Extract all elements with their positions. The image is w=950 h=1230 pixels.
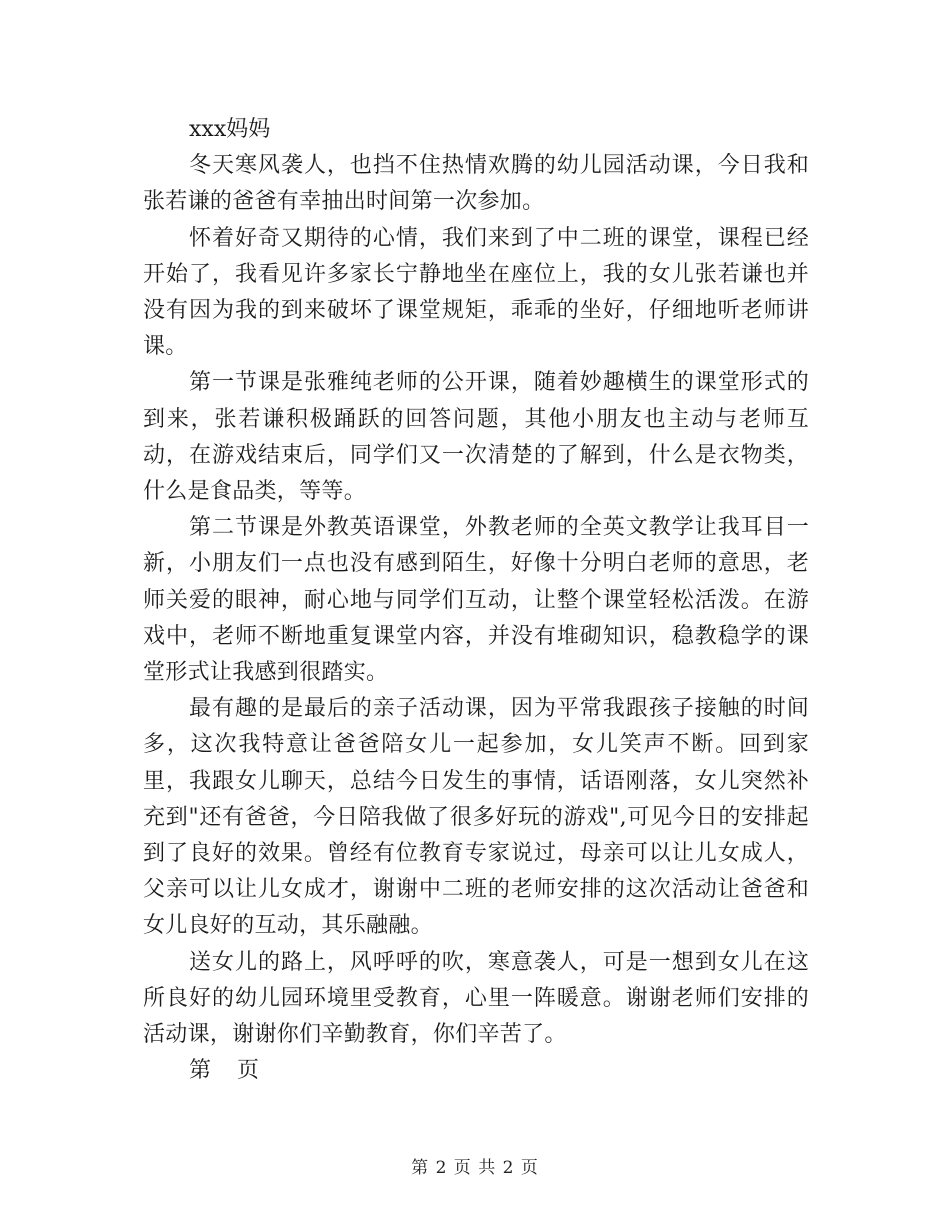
page-mark-right: 页 <box>237 1058 260 1084</box>
paragraph: 怀着好奇又期待的心情，我们来到了中二班的课堂，课程已经开始了，我看见许多家长宁静地坐在座位上，我的女儿张若谦也并没有因为我的到来破坏了课堂规矩，乖乖的坐好，仔细地听老师讲课。 <box>143 225 809 360</box>
paragraph: 送女儿的路上，风呼呼的吹，寒意袭人，可是一想到女儿在这所良好的幼儿园环境里受教育，心里一阵暖意。谢谢老师们安排的活动课，谢谢你们辛勤教育，你们辛苦了。 <box>143 949 809 1048</box>
page-footer: 第 2 页 共 2 页 <box>411 1158 539 1178</box>
page-mark-left: 第 <box>189 1058 212 1084</box>
salutation: xxx妈妈 <box>189 117 271 142</box>
paragraph: 第二节课是外教英语课堂，外教老师的全英文教学让我耳目一新，小朋友们一点也没有感到陌生，好像十分明白老师的意思，老师关爱的眼神，耐心地与同学们互动，让整个课堂轻松活泼。在游戏中，老师不断地重复课堂内容，并没有堆砌知识，稳教稳学的课堂形式让我感到很踏实。 <box>143 515 809 686</box>
paragraph: 冬天寒风袭人，也挡不住热情欢腾的幼儿园活动课，今日我和张若谦的爸爸有幸抽出时间第一次参加。 <box>143 153 809 215</box>
paragraph: 第一节课是张雅纯老师的公开课，随着妙趣横生的课堂形式的到来，张若谦积极踊跃的回答问题，其他小朋友也主动与老师互动，在游戏结束后，同学们又一次清楚的了解到，什么是衣物类，什么是食品类，等等。 <box>143 370 809 505</box>
paragraph: 最有趣的是最后的亲子活动课，因为平常我跟孩子接触的时间多，这次我特意让爸爸陪女儿一起参加，女儿笑声不断。回到家里，我跟女儿聊天，总结今日发生的事情，话语刚落，女儿突然补充到"还有爸爸，今日陪我做了很多好玩的游戏",可见今日的安排起到了良好的效果。曾经有位教育专家说过，母亲可以让儿女成人，父亲可以让儿女成才，谢谢中二班的老师安排的这次活动让爸爸和女儿良好的互动，其乐融融。 <box>143 696 809 939</box>
document-body <box>143 112 809 1089</box>
page-mark <box>143 1053 809 1089</box>
paragraph-list <box>143 148 809 1053</box>
